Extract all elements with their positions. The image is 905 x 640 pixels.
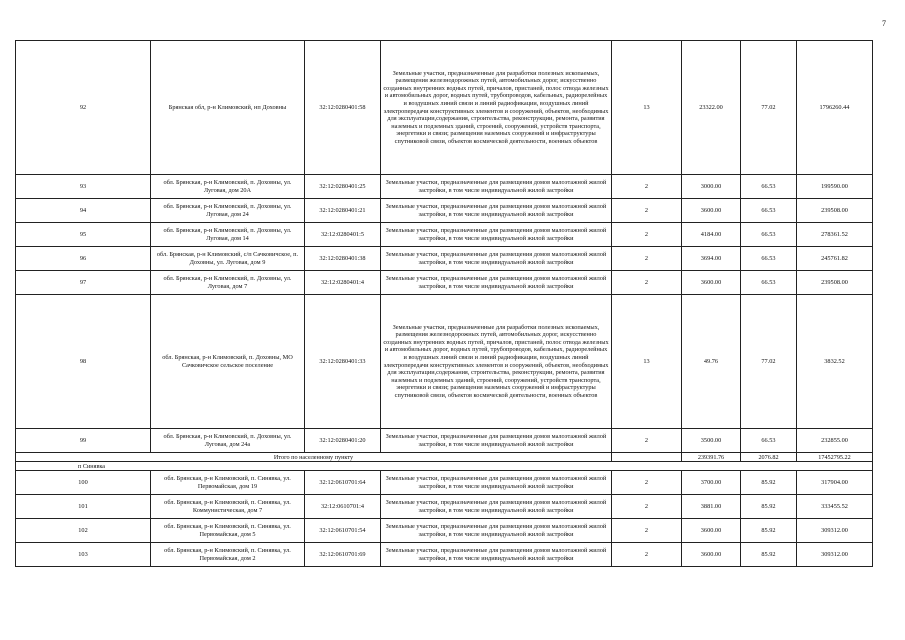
table-row [16,519,873,543]
cell-area: 3600.00 [682,271,741,295]
table-row [16,175,873,199]
cell-area: 3694.00 [682,247,741,271]
cell-cadastral: 32:12:0280401:25 [305,175,381,199]
cell-cadastral-value: 278361.52 [797,223,873,247]
table-row [16,271,873,295]
cell-cadastral-value: 1796260.44 [797,41,873,175]
cell-group: 2 [612,495,682,519]
cell-land-use: Земельные участки, предназначенные для разработки полезных ископаемых, размещения железнодорожных путей, автомобильных дорог, искусственно созданных внутренних водных путей, причалов, пристаней, полос отвода железных и автомобильных дорог, водных путей, трубопроводов, кабельных, радиорелейных и воздушных линий связи и линий радиофикации, воздушных линий электропередачи конструктивных элементов и сооружений, объектов, необходимых для эксплуатации,содержания, строительства, реконструкции, ремонта, развития наземных и подземных зданий, строений, сооружений, устройств транспорта, энергетики и связи; размещения наземных сооружений и инфраструктуры спутниковой связи, объектов космической деятельности, военных объектов [381,41,612,175]
subtotal-group [612,453,682,462]
cell-num: 93 [16,175,151,199]
cell-group: 2 [612,519,682,543]
cell-cadastral: 32:12:0610701:64 [305,471,381,495]
cell-group: 2 [612,223,682,247]
cell-rate: 77.02 [741,41,797,175]
cell-rate: 66.53 [741,223,797,247]
cell-address: обл. Брянская, р-н Климовский, п. Доховны, ул. Луговая, дом 20А [151,175,305,199]
land-registry-table [15,40,873,567]
table-row [16,223,873,247]
cell-address: Брянская обл, р-н Климовский, нп Доховны [151,41,305,175]
cell-num: 99 [16,429,151,453]
subtotal-value: 17452795.22 [797,453,873,462]
cell-area: 3600.00 [682,199,741,223]
cell-rate: 66.53 [741,247,797,271]
subtotal-row [16,453,873,462]
cell-cadastral: 32:12:0280401:21 [305,199,381,223]
cell-group: 2 [612,471,682,495]
cell-cadastral-value: 309312.00 [797,543,873,567]
cell-rate: 85.92 [741,495,797,519]
cell-cadastral: 32:12:0610701:69 [305,543,381,567]
cell-group: 13 [612,41,682,175]
cell-cadastral-value: 239508.00 [797,271,873,295]
cell-cadastral-value: 245761.82 [797,247,873,271]
cell-num: 97 [16,271,151,295]
cell-rate: 85.92 [741,471,797,495]
cell-group: 2 [612,429,682,453]
cell-group: 13 [612,295,682,429]
cell-cadastral: 32:12:0280401:38 [305,247,381,271]
cell-address: обл. Брянская, р-н Климовский, п. Синявка, ул. Первомайская, дом 2 [151,543,305,567]
cell-cadastral: 32:12:0280401:4 [305,271,381,295]
cell-land-use: Земельные участки, предназначенные для размещения домов малоэтажной жилой застройки, в том числе индивидуальной жилой застройки [381,543,612,567]
table-row [16,295,873,429]
table-row [16,495,873,519]
cell-group: 2 [612,271,682,295]
table-row [16,543,873,567]
cell-rate: 66.53 [741,175,797,199]
cell-land-use: Земельные участки, предназначенные для размещения домов малоэтажной жилой застройки, в том числе индивидуальной жилой застройки [381,495,612,519]
subtotal-area: 239391.76 [682,453,741,462]
subtotal-block [16,453,873,471]
cell-cadastral: 32:12:0280401:20 [305,429,381,453]
cell-rate: 77.02 [741,295,797,429]
cell-cadastral: 32:12:0610701:54 [305,519,381,543]
cell-group: 2 [612,175,682,199]
cell-area: 4184.00 [682,223,741,247]
cell-cadastral-value: 309312.00 [797,519,873,543]
cell-cadastral-value: 199590.00 [797,175,873,199]
cell-area: 3000.00 [682,175,741,199]
locality-row [16,462,873,471]
cell-cadastral-value: 232855.00 [797,429,873,453]
subtotal-rate: 2076.82 [741,453,797,462]
cell-address: обл. Брянская, р-н Климовский, п. Доховны, ул. Луговая, дом 7 [151,271,305,295]
cell-num: 95 [16,223,151,247]
cell-rate: 85.92 [741,519,797,543]
cell-land-use: Земельные участки, предназначенные для размещения домов малоэтажной жилой застройки, в том числе индивидуальной жилой застройки [381,271,612,295]
cell-address: обл. Брянская, р-н Климовский, п. Доховны, ул. Луговая, дом 24а [151,429,305,453]
cell-land-use: Земельные участки, предназначенные для размещения домов малоэтажной жилой застройки, в том числе индивидуальной жилой застройки [381,519,612,543]
cell-num: 101 [16,495,151,519]
cell-num: 92 [16,41,151,175]
cell-area: 3500.00 [682,429,741,453]
cell-cadastral: 32:12:0280401:58 [305,41,381,175]
subtotal-label: Итого по населенному пункту [16,453,612,462]
cell-num: 102 [16,519,151,543]
cell-address: обл. Брянская, р-н Климовский, п. Доховны, ул. Луговая, дом 14 [151,223,305,247]
cell-land-use: Земельные участки, предназначенные для размещения домов малоэтажной жилой застройки, в том числе индивидуальной жилой застройки [381,223,612,247]
page-number: 7 [882,19,886,28]
cell-land-use: Земельные участки, предназначенные для размещения домов малоэтажной жилой застройки, в том числе индивидуальной жилой застройки [381,471,612,495]
cell-land-use: Земельные участки, предназначенные для размещения домов малоэтажной жилой застройки, в том числе индивидуальной жилой застройки [381,247,612,271]
cell-address: обл. Брянская, р-н Климовский, п. Синявка, ул. Первомайская, дом 19 [151,471,305,495]
table-row [16,247,873,271]
cell-area: 3881.00 [682,495,741,519]
cell-area: 3600.00 [682,519,741,543]
cell-address: обл. Брянская, р-н Климовский, п. Доховны, МО Сачковичское сельское поселение [151,295,305,429]
cell-cadastral-value: 333455.52 [797,495,873,519]
cell-num: 98 [16,295,151,429]
cell-num: 103 [16,543,151,567]
cell-address: обл. Брянская, р-н Климовский, п. Синявка, ул. Коммунистическая, дом 7 [151,495,305,519]
cell-land-use: Земельные участки, предназначенные для разработки полезных ископаемых, размещения железнодорожных путей, автомобильных дорог, искусственно созданных внутренних водных путей, причалов, пристаней, полос отвода железных и автомобильных дорог, водных путей, трубопроводов, кабельных, радиорелейных и воздушных линий связи и линий радиофикации, воздушных линий электропередачи конструктивных элементов и сооружений, объектов, необходимых для эксплуатации,содержания, строительства, реконструкции, ремонта, развития наземных и подземных зданий, строений, сооружений, устройств транспорта, энергетики и связи; размещения наземных сооружений и инфраструктуры спутниковой связи, объектов космической деятельности, военных объектов [381,295,612,429]
table-row [16,429,873,453]
cell-address: обл. Брянская, р-н Климовский, п. Доховны, ул. Луговая, дом 24 [151,199,305,223]
cell-cadastral: 32:12:0280401:5 [305,223,381,247]
table-row [16,471,873,495]
cell-address: обл. Брянская, р-н Климовский, п. Синявка, ул. Первомайская, дом 5 [151,519,305,543]
cell-land-use: Земельные участки, предназначенные для размещения домов малоэтажной жилой застройки, в том числе индивидуальной жилой застройки [381,175,612,199]
table-row [16,41,873,175]
cell-cadastral-value: 239508.00 [797,199,873,223]
cell-cadastral-value: 317904.00 [797,471,873,495]
cell-area: 49.76 [682,295,741,429]
cell-cadastral: 32:12:0610701:4 [305,495,381,519]
cell-area: 23322.00 [682,41,741,175]
cell-group: 2 [612,199,682,223]
cell-cadastral: 32:12:0280401:33 [305,295,381,429]
cell-rate: 66.53 [741,429,797,453]
table-row [16,199,873,223]
cell-rate: 66.53 [741,271,797,295]
cell-num: 94 [16,199,151,223]
cell-group: 2 [612,247,682,271]
cell-area: 3600.00 [682,543,741,567]
cell-cadastral-value: 3832.52 [797,295,873,429]
cell-num: 96 [16,247,151,271]
cell-address: обл. Брянская, р-н Климовский, с/п Сачковичское, п. Доховны, ул. Луговая, дом 9 [151,247,305,271]
cell-rate: 85.92 [741,543,797,567]
cell-land-use: Земельные участки, предназначенные для размещения домов малоэтажной жилой застройки, в том числе индивидуальной жилой застройки [381,429,612,453]
cell-group: 2 [612,543,682,567]
cell-area: 3700.00 [682,471,741,495]
cell-rate: 66.53 [741,199,797,223]
locality-name: п Синявка [16,462,873,471]
rows-sinyavka [16,471,873,567]
cell-land-use: Земельные участки, предназначенные для размещения домов малоэтажной жилой застройки, в том числе индивидуальной жилой застройки [381,199,612,223]
rows-doxovny [16,41,873,453]
cell-num: 100 [16,471,151,495]
